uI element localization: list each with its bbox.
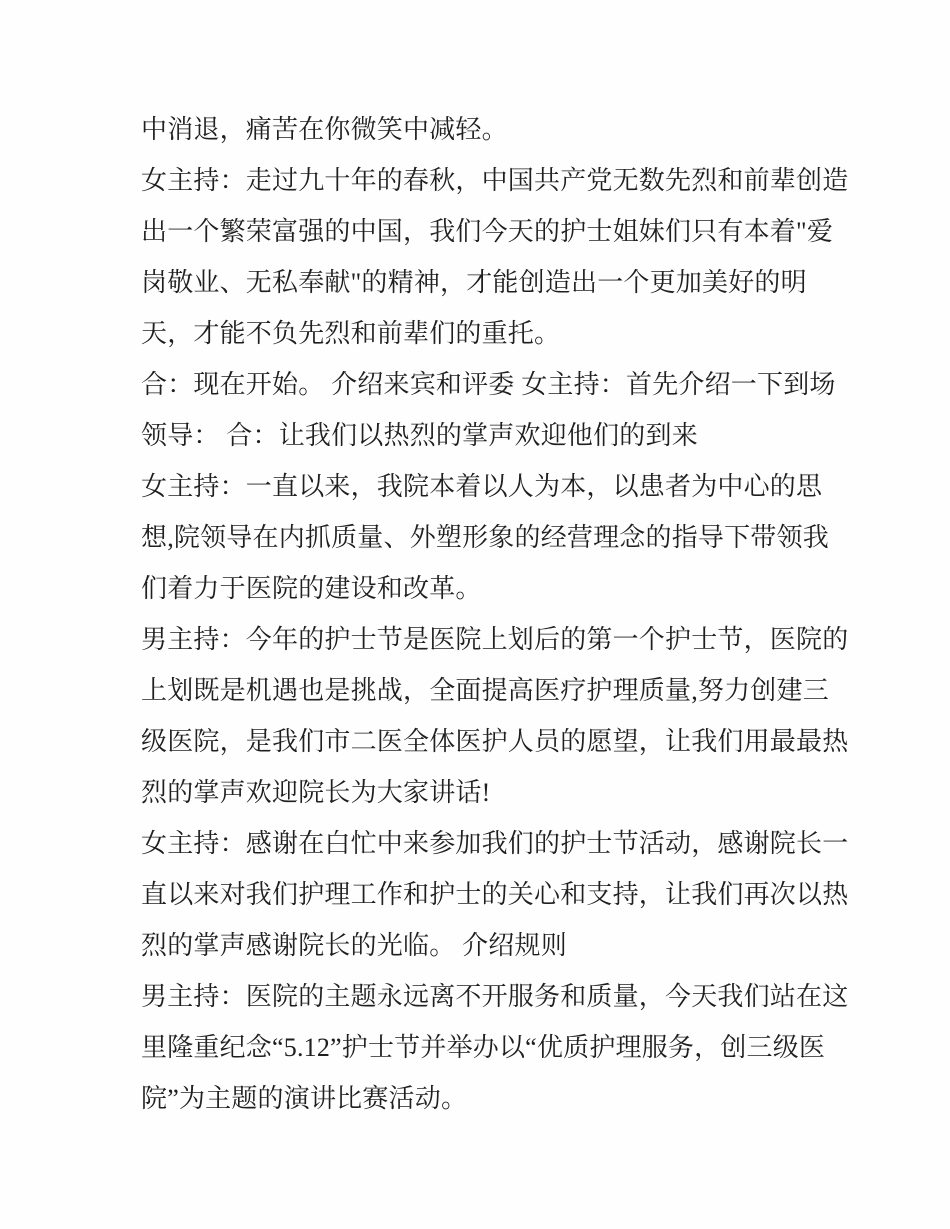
text-line: 直以来对我们护理工作和护士的关心和支持，让我们再次以热 xyxy=(141,880,849,909)
text-line: 烈的掌声感谢院长的光临。 介绍规则 xyxy=(141,931,567,960)
text-line: 想,院领导在内抓质量、外塑形象的经营理念的指导下带领我 xyxy=(141,523,829,552)
text-line: 岗敬业、无私奉献"的精神，才能创造出一个更加美好的明 xyxy=(141,268,807,297)
text-line: 领导： 合：让我们以热烈的掌声欢迎他们的到来 xyxy=(141,421,698,450)
text-line: 女主持：一直以来，我院本着以人为本，以患者为中心的思 xyxy=(141,472,823,501)
text-line: 院”为主题的演讲比赛活动。 xyxy=(141,1084,468,1113)
text-line: 们着力于医院的建设和改革。 xyxy=(141,574,482,603)
text-line: 中消退，痛苦在你微笑中减轻。 xyxy=(141,115,508,144)
text-line: 上划既是机遇也是挑战，全面提高医疗护理质量,努力创建三 xyxy=(141,676,829,705)
text-line: 男主持：今年的护士节是医院上划后的第一个护士节，医院的 xyxy=(141,625,849,654)
text-line: 男主持：医院的主题永远离不开服务和质量，今天我们站在这 xyxy=(141,982,849,1011)
text-line: 合：现在开始。 介绍来宾和评委 女主持：首先介绍一下到场 xyxy=(141,370,836,399)
text-line: 天，才能不负先烈和前辈们的重托。 xyxy=(141,319,561,348)
document-text xyxy=(141,104,855,1124)
text-line: 烈的掌声欢迎院长为大家讲话! xyxy=(141,778,491,807)
text-line: 出一个繁荣富强的中国，我们今天的护士姐妹们只有本着"爱 xyxy=(141,217,834,246)
text-line: 级医院，是我们市二医全体医护人员的愿望，让我们用最最热 xyxy=(141,727,849,756)
text-line: 里隆重纪念“5.12”护士节并举办以“优质护理服务，创三级医 xyxy=(141,1033,826,1062)
text-line: 女主持：走过九十年的春秋，中国共产党无数先烈和前辈创造 xyxy=(141,166,849,195)
text-line: 女主持：感谢在白忙中来参加我们的护士节活动，感谢院长一 xyxy=(141,829,849,858)
